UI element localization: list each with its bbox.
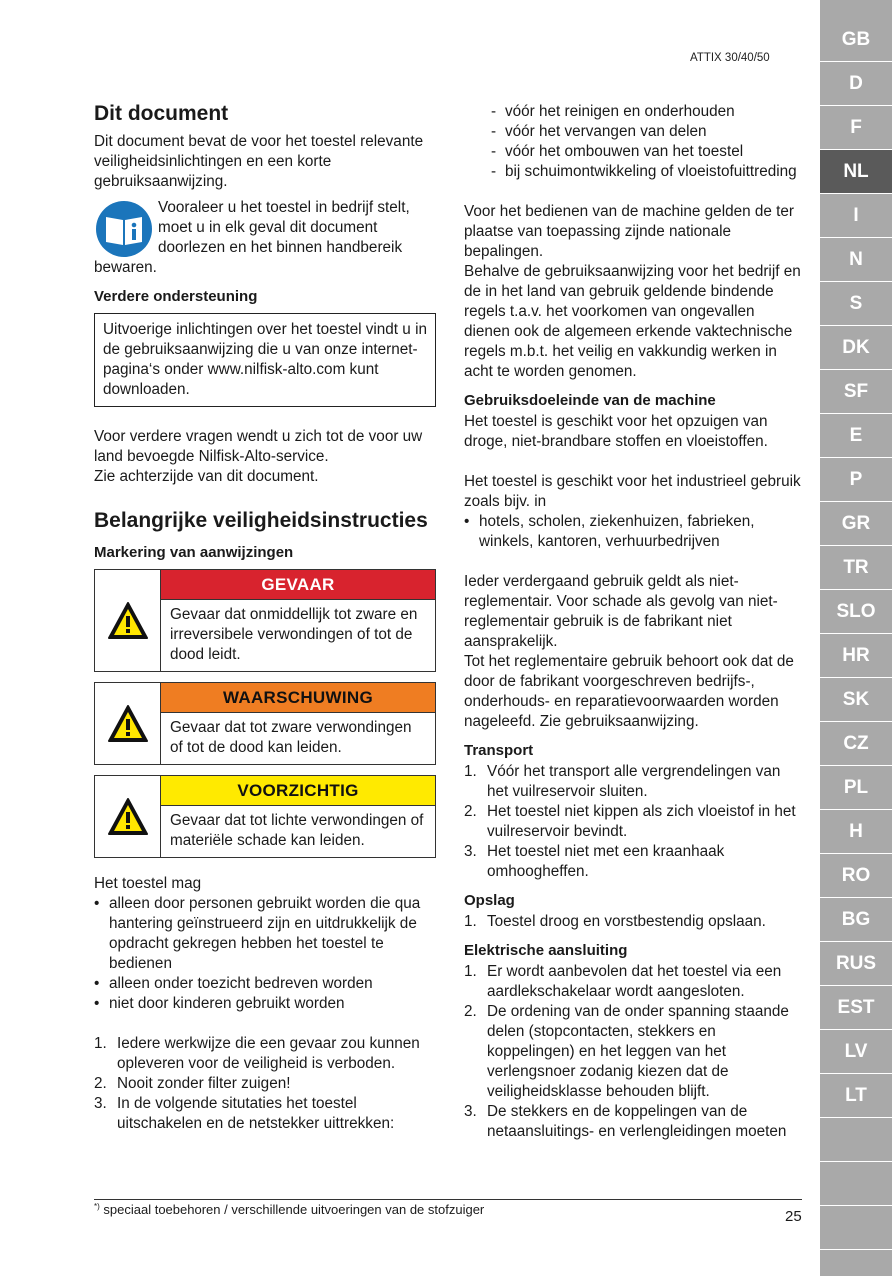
transport-list — [464, 762, 804, 882]
purpose-list — [464, 512, 804, 552]
danger-box — [94, 569, 436, 672]
list-item: • hotels, scholen, ziekenhuizen, fabrieken, winkels, kantoren, verhuurbedrijven — [464, 512, 804, 552]
lang-tab-f[interactable]: F — [820, 106, 892, 150]
list-item: 1. Er wordt aanbevolen dat het toestel via een aardlekschakelaar wordt aangesloten. — [464, 963, 782, 1000]
further-questions: Voor verdere vragen wendt u zich tot de voor uw land bevoegde Nilfisk-Alto-service. — [94, 428, 423, 465]
list-item: • niet door kinderen gebruikt worden — [94, 994, 436, 1014]
danger-text: Gevaar dat onmiddellijk tot zware en irreversibele verwondingen of tot de dood leidt. — [170, 606, 418, 663]
footer-divider — [94, 1199, 802, 1200]
list-item: 3. De stekkers en de koppelingen van de netaansluitings- en verlengleidingen moeten — [464, 1103, 787, 1140]
improper-use-text-2: Tot het reglementaire gebruik behoort ook dat de door de fabrikant voorgeschreven bedrijfs-, onderhouds- en reparatievoorwaarden worden nageleefd. Zie gebruiksaanwijzing. — [464, 653, 794, 730]
lang-tab-gb[interactable]: GB — [820, 18, 892, 62]
list-item: 2. Het toestel niet kippen als zich vloeistof in het vuilreservoir bevindt. — [464, 803, 796, 840]
electric-heading: Elektrische aansluiting — [464, 942, 628, 959]
lang-tab-dk[interactable]: DK — [820, 326, 892, 370]
lang-tab-nl[interactable]: NL — [820, 150, 892, 194]
improper-use-text-1: Ieder verdergaand gebruik geldt als niet-reglementair. Voor schade als gevolg van niet-reglementair gebruik is de fabrikant niet aansprakelijk. — [464, 573, 778, 650]
lang-tab-gr[interactable]: GR — [820, 502, 892, 546]
rules-list — [94, 1034, 436, 1134]
list-item: 3. In de volgende situtaties het toestel uitschakelen en de netstekker uittrekken: — [94, 1095, 395, 1132]
lang-tab-p[interactable]: P — [820, 458, 892, 502]
lang-tab-cz[interactable]: CZ — [820, 722, 892, 766]
warning-triangle-icon — [107, 796, 149, 838]
lang-tab-d[interactable]: D — [820, 62, 892, 106]
lang-tab-sf[interactable]: SF — [820, 370, 892, 414]
danger-title: GEVAAR — [161, 570, 435, 600]
regulations-text-2: Behalve de gebruiksaanwijzing voor het bedrijf en de in het land van gebruik geldende bindende regels t.a.v. het voorkomen van ongevallen dienen ook de algemeen erkende vaktechnische regels m.b.t. het veilig en vakkundig werken in acht te worden genomen. — [464, 263, 801, 380]
list-item: 2. De ordening van de onder spanning staande delen (stopcontacten, stekkers en koppelingen) en het leggen van het verlengsnoer zodanig kiezen dat de veiligheidsklasse behouden blijft. — [464, 1003, 789, 1100]
left-column — [94, 100, 436, 1134]
lang-tab-hr[interactable]: HR — [820, 634, 892, 678]
storage-list — [464, 912, 804, 932]
lang-tab-lt[interactable]: LT — [820, 1074, 892, 1118]
page-number: 25 — [785, 1208, 802, 1225]
list-item: • alleen door personen gebruikt worden die qua hantering geïnstrueerd zijn en uitdrukkelijk de opdracht gekregen hebben het toestel te bedienen — [94, 894, 436, 974]
marking-heading: Markering van aanwijzingen — [94, 544, 294, 561]
list-item: 1. Iedere werkwijze die een gevaar zou kunnen opleveren voor de veiligheid is verboden. — [94, 1035, 420, 1072]
situations-list — [464, 102, 804, 182]
purpose-heading: Gebruiksdoeleinde van de machine — [464, 392, 716, 409]
lang-tab-rus[interactable]: RUS — [820, 942, 892, 986]
lang-tab-n[interactable]: N — [820, 238, 892, 282]
list-item: - bij schuimontwikkeling of vloeistofuittreding — [491, 162, 804, 182]
list-item: - vóór het vervangen van delen — [491, 122, 804, 142]
caution-title: VOORZICHTIG — [161, 776, 435, 806]
list-item: 3. Het toestel niet met een kraanhaak omhoogheffen. — [464, 843, 725, 880]
lang-tab-sk[interactable]: SK — [820, 678, 892, 722]
doc-title: Dit document — [94, 102, 229, 125]
doc-intro: Dit document bevat de voor het toestel relevante veiligheidsinlichtingen en een korte gebruiksaanwijzing. — [94, 133, 424, 190]
lang-tab-empty — [820, 1162, 892, 1206]
regulations-text-1: Voor het bedienen van de machine gelden de ter plaatse van toepassing zijnde nationale bepalingen. — [464, 203, 794, 260]
lang-tab-tr[interactable]: TR — [820, 546, 892, 590]
lang-tab-h[interactable]: H — [820, 810, 892, 854]
lang-tab-bg[interactable]: BG — [820, 898, 892, 942]
purpose-text-1: Het toestel is geschikt voor het opzuigen van droge, niet-brandbare stoffen en vloeistoffen. — [464, 413, 768, 450]
list-item: 2. Nooit zonder filter zuigen! — [94, 1075, 291, 1092]
manual-book-icon — [94, 200, 154, 258]
list-item: • alleen onder toezicht bedreven worden — [94, 974, 436, 994]
caution-box — [94, 775, 436, 858]
list-item: 1. Toestel droog en vorstbestendig opslaan. — [464, 913, 766, 930]
lang-tab-s[interactable]: S — [820, 282, 892, 326]
support-heading: Verdere ondersteuning — [94, 288, 258, 305]
may-list — [94, 894, 436, 1014]
list-item: - vóór het reinigen en onderhouden — [491, 102, 804, 122]
lang-tab-slo[interactable]: SLO — [820, 590, 892, 634]
language-sidebar — [820, 0, 892, 1276]
purpose-text-2: Het toestel is geschikt voor het industrieel gebruik zoals bijv. in — [464, 473, 801, 510]
electric-list — [464, 962, 804, 1142]
right-column — [464, 102, 804, 1142]
model-header: ATTIX 30/40/50 — [690, 52, 770, 64]
warning-triangle-icon — [107, 703, 149, 745]
warning-text: Gevaar dat tot zware verwondingen of tot de dood kan leiden. — [170, 719, 412, 756]
lang-tab-ro[interactable]: RO — [820, 854, 892, 898]
lang-tab-empty — [820, 1206, 892, 1250]
warning-title: WAARSCHUWING — [161, 683, 435, 713]
see-back: Zie achterzijde van dit document. — [94, 468, 319, 485]
lang-tab-e[interactable]: E — [820, 414, 892, 458]
caution-text: Gevaar dat tot lichte verwondingen of materiële schade kan leiden. — [170, 812, 424, 849]
warning-triangle-icon — [107, 600, 149, 642]
storage-heading: Opslag — [464, 892, 515, 909]
safety-title: Belangrijke veiligheidsinstructies — [94, 509, 428, 532]
list-item: - vóór het ombouwen van het toestel — [491, 142, 804, 162]
lang-tab-pl[interactable]: PL — [820, 766, 892, 810]
lang-tab-lv[interactable]: LV — [820, 1030, 892, 1074]
transport-heading: Transport — [464, 742, 534, 759]
warning-box — [94, 682, 436, 765]
may-intro: Het toestel mag — [94, 875, 202, 892]
lang-tab-empty — [820, 1118, 892, 1162]
lang-tab-i[interactable]: I — [820, 194, 892, 238]
footnote: *) speciaal toebehoren / verschillende uitvoeringen van de stofzuiger — [94, 1202, 485, 1217]
lang-tab-est[interactable]: EST — [820, 986, 892, 1030]
read-notice — [94, 198, 436, 278]
support-box: Uitvoerige inlichtingen over het toestel vindt u in de gebruiksaanwijzing die u van onze internet-pagina‘s onder www.nilfisk-alto.com kunt downloaden. — [94, 313, 436, 407]
list-item: 1. Vóór het transport alle vergrendelingen van het vuilreservoir sluiten. — [464, 763, 781, 800]
read-notice-text: Vooraleer u het toestel in bedrijf stelt, moet u in elk geval dit document doorlezen en het binnen handbereik bewaren. — [94, 199, 410, 276]
